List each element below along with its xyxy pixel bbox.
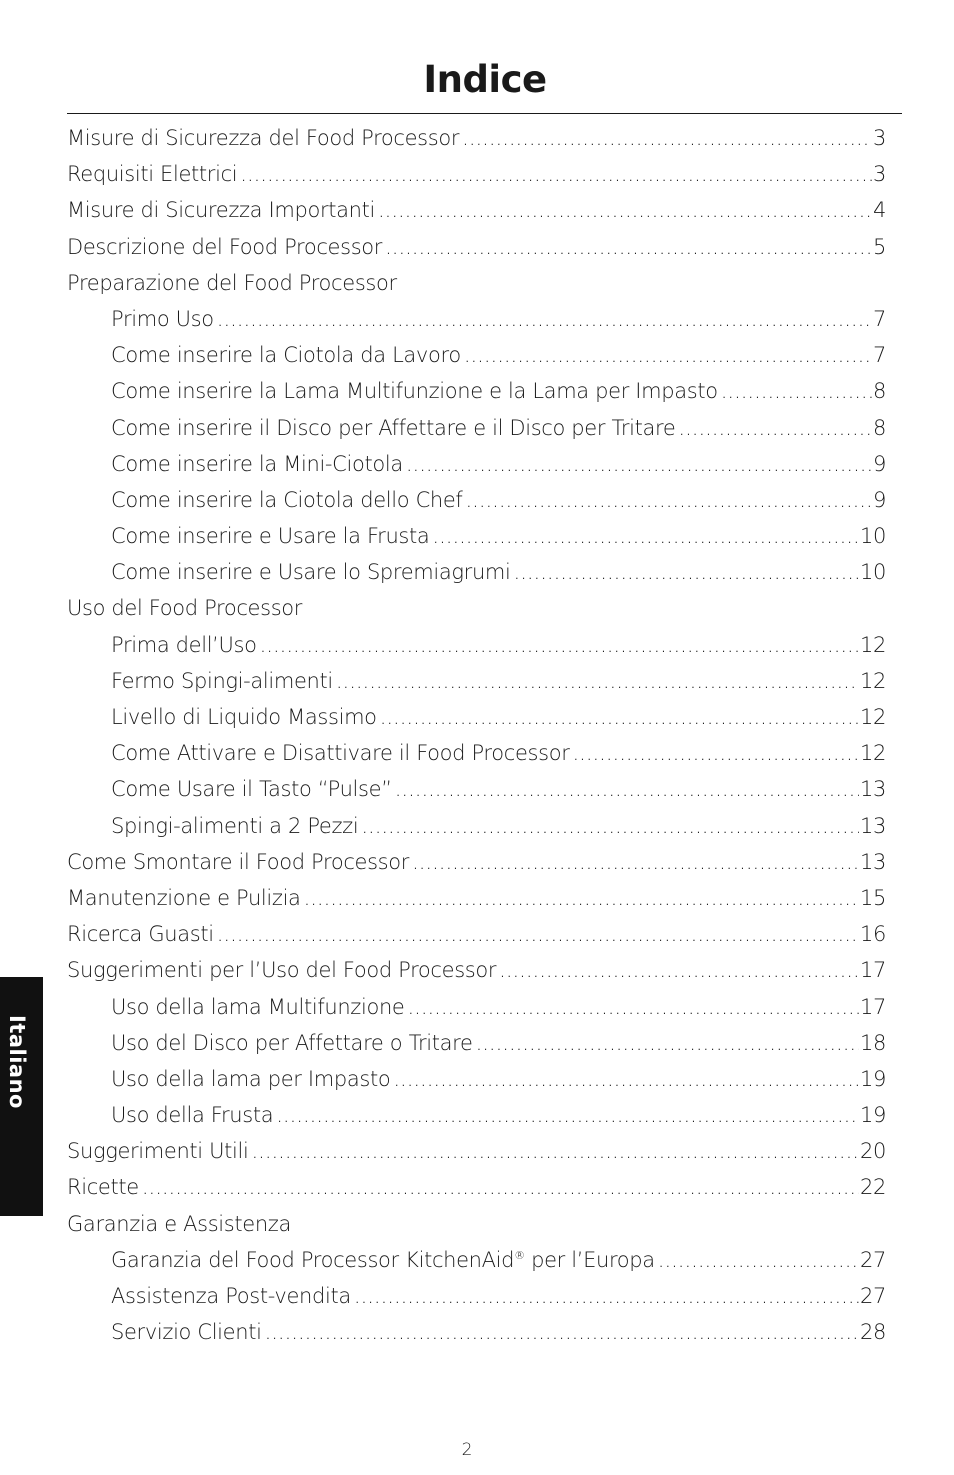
dot-leader <box>407 989 858 1025</box>
toc-entry-label: Descrizione del Food Processor <box>67 234 383 259</box>
dot-leader <box>678 410 872 446</box>
toc-page-number: 9 <box>872 487 886 512</box>
registered-mark: ® <box>514 1248 525 1262</box>
toc-entry-label: Come inserire e Usare la Frusta <box>111 524 430 549</box>
toc-entry-label: Come inserire il Disco per Affettare e il Disco per Tritare <box>111 415 676 440</box>
dot-leader <box>251 1133 858 1169</box>
toc-subentry <box>67 699 886 735</box>
toc-entry-label: Prima dell’Uso <box>111 632 257 657</box>
dot-leader <box>217 301 872 337</box>
toc-page-number: 12 <box>859 632 886 657</box>
toc-entry <box>67 952 886 988</box>
toc-page-number: 28 <box>859 1320 886 1345</box>
toc-page-number: 13 <box>859 813 886 838</box>
dot-leader <box>378 192 872 228</box>
toc-subentry <box>67 518 886 554</box>
toc-entry-label: Uso della lama Multifunzione <box>111 994 405 1019</box>
toc-page-number: 7 <box>872 343 886 368</box>
dot-leader <box>514 554 859 590</box>
toc-page-number: 20 <box>859 1139 886 1164</box>
toc-subentry <box>67 373 886 409</box>
toc-subentry <box>67 771 886 807</box>
toc-subentry <box>67 446 886 482</box>
toc-subentry <box>67 482 886 518</box>
dot-leader <box>380 699 859 735</box>
toc-entry-label: Misure di Sicurezza del Food Processor <box>67 126 460 150</box>
toc-entry-label: Uso del Food Processor <box>67 596 303 621</box>
toc-entry-label: Preparazione del Food Processor <box>67 270 397 295</box>
toc-entry <box>67 229 886 265</box>
dot-leader <box>476 1025 859 1061</box>
toc-subentry <box>67 735 886 771</box>
toc-subentry <box>67 337 886 373</box>
toc-subentry <box>67 663 886 699</box>
page-title: Indice <box>423 58 547 101</box>
toc-entry <box>67 192 886 228</box>
toc-subentry <box>67 808 886 844</box>
dot-leader <box>336 663 859 699</box>
toc-page-number: 5 <box>872 234 886 259</box>
toc-entry <box>67 156 886 192</box>
toc-page-number: 15 <box>859 885 886 910</box>
toc-subentry <box>67 1314 886 1350</box>
toc-entry <box>67 1169 886 1205</box>
toc-subentry <box>67 301 886 337</box>
toc-entry-label: Come Smontare il Food Processor <box>67 849 410 874</box>
toc-page-number: 19 <box>859 1066 886 1091</box>
toc-entry-label: Misure di Sicurezza Importanti <box>67 198 375 223</box>
language-tab <box>0 977 43 1216</box>
toc-entry-label: Manutenzione e Pulizia <box>67 885 301 910</box>
toc-entry <box>67 880 886 916</box>
toc-entry-label: Requisiti Elettrici <box>67 162 238 187</box>
dot-leader <box>354 1278 859 1314</box>
toc-page-number: 12 <box>859 668 886 693</box>
toc-entry-label: Come Usare il Tasto “Pulse” <box>111 777 392 802</box>
dot-leader <box>276 1097 859 1133</box>
toc-entry-label: Come inserire la Ciotola da Lavoro <box>111 343 461 368</box>
toc-page-number: 17 <box>859 994 886 1019</box>
toc-entry-label: Livello di Liquido Massimo <box>111 705 377 729</box>
toc-entry <box>67 120 886 156</box>
page-number: 2 <box>461 1440 473 1460</box>
dot-leader <box>465 482 872 518</box>
toc-page-number: 10 <box>859 524 886 549</box>
toc-entry-label: Primo Uso <box>111 306 214 331</box>
toc-page-number: 3 <box>872 126 886 150</box>
toc-page-number: 22 <box>859 1175 886 1200</box>
dot-leader <box>658 1242 859 1278</box>
toc-entry-label: Come inserire la Lama Multifunzione e la Lama per Impasto <box>111 379 718 404</box>
toc-entry-label: Suggerimenti per l’Uso del Food Processor <box>67 958 497 983</box>
toc-page-number: 9 <box>872 451 886 476</box>
dot-leader <box>304 880 859 916</box>
toc-entry-label: Come Attivare e Disattivare il Food Processor <box>111 741 570 766</box>
dot-leader <box>240 156 872 192</box>
toc-entry-label: Ricerca Guasti <box>67 922 214 947</box>
toc-subentry <box>67 989 886 1025</box>
toc-subentry <box>67 1061 886 1097</box>
dot-leader <box>572 735 858 771</box>
toc-entry <box>67 916 886 952</box>
toc-subentry <box>67 554 886 590</box>
toc-page-number: 16 <box>859 922 886 947</box>
toc-entry-label: Uso della Frusta <box>111 1103 274 1128</box>
dot-leader <box>721 373 872 409</box>
toc-page-number: 17 <box>859 958 886 983</box>
toc-entry-label: Ricette <box>67 1175 139 1200</box>
toc-page-number: 10 <box>859 560 886 585</box>
dot-leader <box>432 518 859 554</box>
toc-entry-label: Suggerimenti Utili <box>67 1139 249 1164</box>
dot-leader <box>217 916 859 952</box>
toc-page-number: 18 <box>859 1030 886 1055</box>
toc-page-number: 13 <box>859 777 886 802</box>
toc-entry-label: Garanzia e Assistenza <box>67 1211 291 1236</box>
toc-subentry <box>67 627 886 663</box>
dot-leader <box>412 844 859 880</box>
dot-leader <box>393 1061 859 1097</box>
toc-page-number: 8 <box>872 379 886 404</box>
toc-entry-label: Uso della lama per Impasto <box>111 1066 391 1091</box>
toc-entry <box>67 1133 886 1169</box>
toc-subentry <box>67 1025 886 1061</box>
toc-page-number: 19 <box>859 1103 886 1128</box>
toc-entry-label: Fermo Spingi-alimenti <box>111 668 333 693</box>
dot-leader <box>142 1169 859 1205</box>
toc-entry <box>67 844 886 880</box>
dot-leader <box>464 337 872 373</box>
toc-subentry <box>67 1242 886 1278</box>
dot-leader <box>406 446 872 482</box>
toc-page-number: 27 <box>859 1247 886 1272</box>
toc-entry-label: Come inserire la Ciotola dello Chef <box>111 487 463 512</box>
toc-entry <box>67 1206 886 1242</box>
toc-page-number: 4 <box>872 198 886 223</box>
dot-leader <box>385 229 872 265</box>
toc-entry-label: Servizio Clienti <box>111 1320 262 1345</box>
toc-page-number: 13 <box>859 849 886 874</box>
toc-subentry <box>67 1097 886 1133</box>
dot-leader <box>260 627 859 663</box>
toc-page-number: 3 <box>872 162 886 187</box>
dot-leader <box>361 808 859 844</box>
toc-entry <box>67 590 886 626</box>
toc-page-number: 27 <box>859 1284 886 1308</box>
toc-entry-label: Garanzia del Food Processor KitchenAid® per l’Europa <box>111 1247 655 1272</box>
toc-entry-label: Spingi-alimenti a 2 Pezzi <box>111 813 359 838</box>
toc-page-number: 7 <box>872 306 886 331</box>
toc-subentry <box>67 410 886 446</box>
dot-leader <box>395 771 859 807</box>
toc-subentry <box>67 1278 886 1314</box>
dot-leader <box>462 120 872 156</box>
dot-leader <box>265 1314 859 1350</box>
language-tab-label: Italiano <box>5 1015 29 1109</box>
toc-page-number: 12 <box>859 705 886 729</box>
toc-entry <box>67 265 886 301</box>
toc-page-number: 8 <box>872 415 886 440</box>
toc-entry-label: Uso del Disco per Affettare o Tritare <box>111 1030 473 1055</box>
toc-page-number: 12 <box>859 741 886 766</box>
toc-entry-label: Assistenza Post-vendita <box>111 1284 351 1308</box>
toc-entry-label: Come inserire la Mini-Ciotola <box>111 451 403 476</box>
toc-entry-label: Come inserire e Usare lo Spremiagrumi <box>111 560 511 585</box>
dot-leader <box>499 952 859 988</box>
table-of-contents <box>67 120 886 1350</box>
title-divider <box>67 113 902 114</box>
